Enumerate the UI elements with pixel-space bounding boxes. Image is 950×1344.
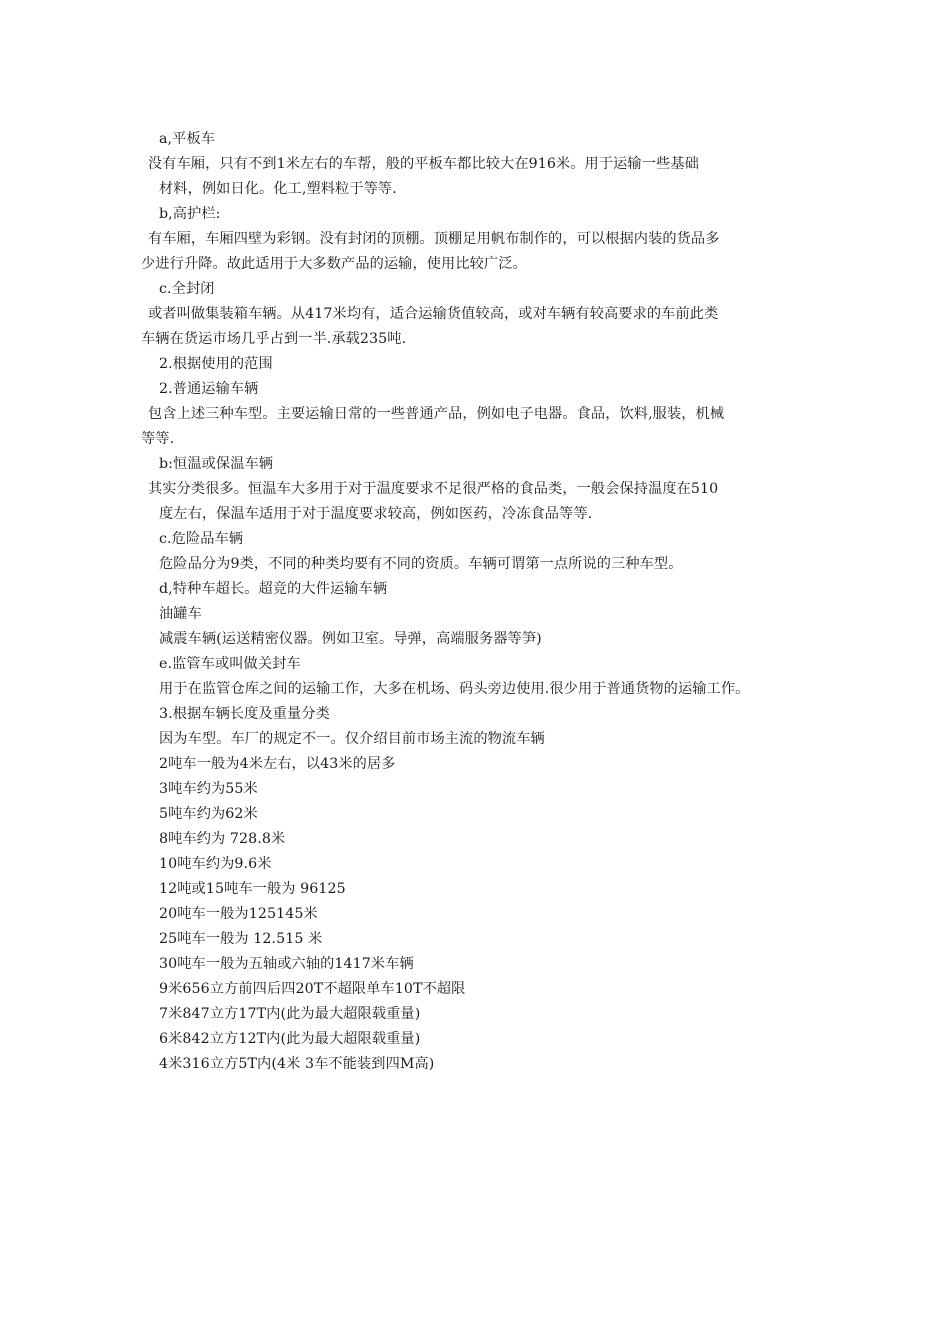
- heading-bonded-vehicles: e.监管车或叫做关封车: [159, 656, 301, 672]
- list-item: 4米316立方5T内(4米 3车不能装到四M高): [159, 1056, 435, 1072]
- heading-high-rail: b,高护栏:: [159, 206, 221, 222]
- paragraph-line: 等等.: [141, 431, 175, 447]
- paragraph-line: 度左右，保温车适用于对于温度要求较高，例如医药，冷冻食品等等.: [159, 506, 593, 522]
- list-item: 2吨车一般为4米左右，以43米的居多: [159, 756, 396, 772]
- paragraph-line: 或者叫做集装箱车辆。从417米均有，适合运输货值较高，或对车辆有较高要求的车前此类: [148, 306, 719, 322]
- list-item: 减震车辆(运送精密仪器。例如卫室。导弹，高端服务器等笋): [159, 631, 542, 647]
- heading-hazardous: c.危险品车辆: [159, 531, 244, 547]
- heading-special-vehicles: d,特种车超长。超竞的大件运输车辆: [159, 581, 388, 597]
- heading-flatbed: a,平板车: [159, 131, 216, 147]
- list-item: 10吨车约为9.6米: [159, 856, 272, 872]
- list-item: 25吨车一般为 12.515 米: [159, 931, 323, 947]
- heading-by-length-weight: 3.根据车辆长度及重量分类: [159, 706, 330, 722]
- heading-temperature-controlled: b:恒温或保温车辆: [159, 456, 274, 472]
- paragraph-line: 没有车厢，只有不到1米左右的车帮，般的平板车都比较大在916米。用于运输一些基础: [148, 156, 699, 172]
- list-item: 3吨车约为55米: [159, 781, 258, 797]
- list-item: 8吨车约为 728.8米: [159, 831, 286, 847]
- paragraph-line: 包含上述三种车型。主要运输日常的一些普通产品，例如电子电器。食品，饮料,服装，机械: [148, 406, 725, 422]
- paragraph-line: 危险品分为9类，不同的种类均要有不同的资质。车辆可谓第一点所说的三种车型。: [159, 556, 683, 572]
- paragraph-line: 用于在监管仓库之间的运输工作，大多在机场、码头旁边使用.很少用于普通货物的运输工作。: [159, 681, 750, 697]
- paragraph-line: 有车厢，车厢四壁为彩钢。没有封闭的顶棚。顶棚足用帆布制作的，可以根据内装的货品多: [148, 231, 720, 247]
- paragraph-line: 车辆在货运市场几乎占到一半.承载235吨.: [141, 331, 407, 347]
- paragraph-line: 少进行升降。故此适用于大多数产品的运输，使用比较广泛。: [141, 256, 527, 272]
- list-item: 30吨车一般为五轴或六轴的1417米车辆: [159, 956, 414, 972]
- list-item: 6米842立方12T内(此为最大超限载重量): [159, 1031, 421, 1047]
- list-item: 12吨或15吨车一般为 96125: [159, 881, 346, 897]
- list-item: 5吨车约为62米: [159, 806, 258, 822]
- paragraph-line: 材料，例如日化。化工,塑料粒于等等.: [159, 181, 397, 197]
- paragraph-line: 因为车型。车厂的规定不一。仅介绍目前市场主流的物流车辆: [159, 731, 545, 747]
- list-item: 7米847立方17T内(此为最大超限载重量): [159, 1006, 421, 1022]
- list-item: 9米656立方前四后四20T不超限单车10T不超限: [159, 981, 466, 997]
- heading-by-usage: 2.根据使用的范围: [159, 356, 273, 372]
- list-item: 油罐车: [159, 606, 202, 622]
- heading-enclosed: c.全封闭: [159, 281, 215, 297]
- list-item: 20吨车一般为125145米: [159, 906, 318, 922]
- heading-general-transport: 2.普通运输车辆: [159, 381, 259, 397]
- paragraph-line: 其实分类很多。恒温车大多用于对于温度要求不足很严格的食品类，一般会保持温度在510: [148, 481, 719, 497]
